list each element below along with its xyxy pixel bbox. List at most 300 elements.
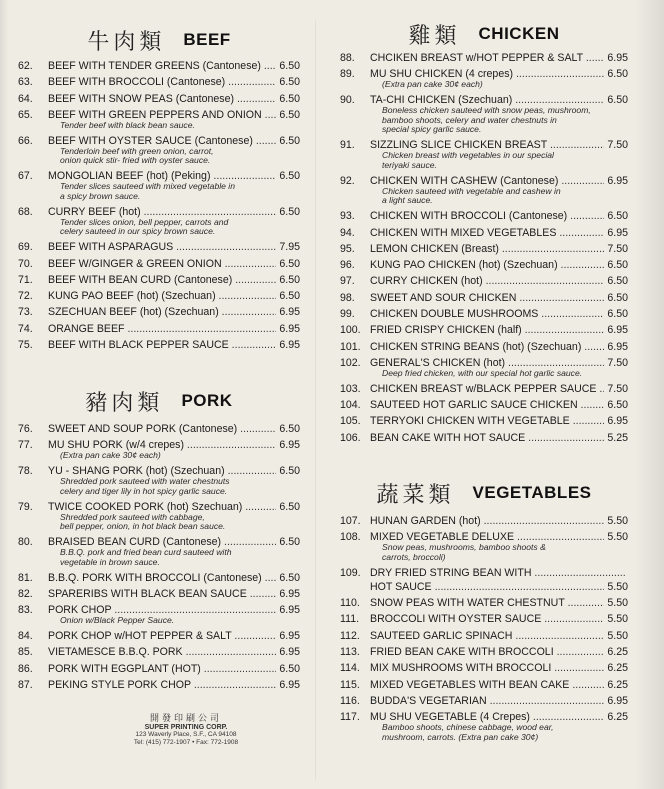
menu-item: [340, 341, 628, 353]
item-number: 99.: [340, 308, 355, 321]
item-number: 117.: [340, 711, 360, 724]
item-description: Shredded pork sauteed with water chestnuts celery and tiger lily in hot spicy garlic sauce.: [60, 476, 230, 496]
item-number: 95.: [340, 242, 355, 255]
menu-item-line: [340, 383, 628, 395]
item-name: SAUTEED GARLIC SPINACH .....: [370, 630, 604, 642]
chicken-title-cn: 雞類: [408, 23, 461, 49]
menu-item-line: [18, 76, 300, 88]
vegetables-list: [340, 515, 628, 742]
menu-item: [340, 432, 628, 444]
menu-item-line: [18, 241, 300, 253]
item-price: 7.50: [607, 242, 628, 255]
item-price: 6.50: [607, 308, 628, 321]
menu-item-line: [340, 210, 628, 222]
item-price: 6.50: [279, 500, 300, 513]
item-name: BROCCOLI WITH OYSTER SAUCE .....: [370, 613, 604, 625]
item-price: 5.50: [607, 515, 628, 527]
menu-item-line: [340, 175, 628, 187]
menu-item: [18, 339, 300, 351]
item-name: CHICKEN WITH BROCCOLI (Cantonese) .....: [370, 210, 604, 222]
item-number: 76.: [18, 423, 33, 435]
menu-item: [18, 93, 300, 105]
vegetables-header: [340, 475, 628, 511]
printer-credit: [126, 716, 246, 746]
item-name: MU SHU PORK (w/4 crepes) .....: [48, 439, 276, 451]
item-name: SNOW PEAS WITH WATER CHESTNUT .....: [370, 597, 604, 609]
menu-item-line: [340, 259, 628, 271]
item-name: PEKING STYLE PORK CHOP .....: [48, 679, 276, 691]
menu-item-line: [340, 52, 628, 64]
item-name: FRIED CRISPY CHICKEN (half) .....: [370, 324, 604, 336]
item-price: 6.50: [279, 273, 300, 286]
menu-item-line: [340, 695, 628, 707]
item-price: 6.50: [279, 571, 300, 584]
menu-item: [340, 94, 628, 135]
item-description: Tenderloin beef with green onion, carrot, onion quick stir- fried with oyster sauce.: [60, 145, 214, 166]
item-number: 83.: [18, 604, 33, 617]
item-price: 6.95: [279, 604, 300, 617]
menu-item-line: [340, 292, 628, 304]
item-name: MIXED VEGETABLES WITH BEAN CAKE .....: [370, 679, 604, 691]
menu-item: [18, 663, 300, 675]
item-name: ORANGE BEEF .....: [48, 323, 276, 335]
printer-name-en: SUPER PRINTING CORP.: [144, 723, 228, 731]
item-number: 75.: [18, 339, 33, 352]
item-number: 90.: [340, 94, 355, 107]
item-number: 88.: [340, 52, 355, 64]
item-name: BEEF WITH GREEN PEPPERS AND ONION .....: [48, 109, 276, 121]
item-description: Snow peas, mushrooms, bamboo shoots & carrots, broccoli): [382, 542, 546, 562]
item-price: 5.50: [607, 629, 628, 642]
menu-item: [18, 109, 300, 131]
menu-item: [340, 243, 628, 255]
item-name: HUNAN GARDEN (hot) .....: [370, 515, 604, 527]
menu-item-line: [18, 339, 300, 351]
menu-item: [18, 588, 300, 600]
item-price: 6.50: [279, 92, 300, 105]
menu-item: [340, 711, 628, 742]
item-number: 104.: [340, 399, 361, 412]
item-name: SWEET AND SOUR CHICKEN .....: [370, 292, 604, 304]
chicken-header: [340, 16, 628, 52]
item-description: (Extra pan cake 30¢ each): [382, 79, 483, 90]
item-number: 113.: [340, 645, 360, 658]
item-number: 77.: [18, 439, 33, 452]
pork-title-cn: 豬肉類: [85, 390, 164, 416]
item-number: 98.: [340, 291, 355, 304]
item-price: 6.25: [607, 662, 628, 675]
menu-item-line: [340, 432, 628, 444]
pork-list: [18, 423, 300, 691]
item-name: FRIED BEAN CAKE WITH BROCCOLI .....: [370, 646, 604, 658]
item-price: 5.50: [607, 597, 628, 610]
item-price: 6.50: [607, 94, 628, 107]
item-name: BRAISED BEAN CURD (Cantonese) .....: [48, 536, 276, 548]
item-number: 115.: [340, 678, 360, 691]
item-description: (Extra pan cake 30¢ each): [60, 450, 161, 461]
item-description: B.B.Q. pork and fried bean curd sauteed with vegetable in brown sauce.: [60, 547, 232, 567]
item-name: BEEF WITH TENDER GREENS (Cantonese) .....: [48, 60, 276, 72]
printer-phone: Tel: (415) 772-1907 • Fax: 772-1908: [133, 738, 239, 746]
item-name: B.B.Q. PORK WITH BROCCOLI (Cantonese) .....: [48, 572, 276, 584]
menu-item: [340, 308, 628, 320]
item-price: 6.50: [279, 465, 300, 478]
item-name: PORK CHOP w/HOT PEPPER & SALT .....: [48, 630, 276, 642]
item-price: 6.95: [607, 415, 628, 428]
item-description: Boneless chicken sauteed with snow peas, mushroom, bamboo shoots, celery and water chestnuts in special spicy garlic sauce.: [382, 105, 591, 135]
menu-item-line: [340, 567, 628, 579]
menu-item-line: [340, 243, 628, 255]
item-name: MIX MUSHROOMS WITH BROCCOLI .....: [370, 662, 604, 674]
menu-item-line: [18, 274, 300, 286]
menu-item: [340, 581, 628, 593]
menu-item-line: [340, 415, 628, 427]
item-number: 80.: [18, 536, 33, 549]
menu-item: [340, 515, 628, 527]
item-name: CHICKEN BREAST w/BLACK PEPPER SAUCE .....: [370, 383, 604, 395]
item-description: Shredded pork sauteed with cabbage, bell pepper, onion, in hot black bean sauce.: [60, 511, 226, 532]
item-price: 6.50: [279, 108, 300, 121]
menu-item: [18, 679, 300, 691]
item-price: 6.50: [279, 257, 300, 270]
item-price: 6.95: [279, 439, 300, 452]
menu-item: [18, 206, 300, 237]
menu-item: [18, 423, 300, 435]
item-number: 84.: [18, 630, 33, 643]
item-price: 6.50: [279, 60, 300, 72]
item-name: BUDDA'S VEGETARIAN .....: [370, 695, 604, 707]
item-number: 82.: [18, 587, 33, 600]
menu-item: [340, 292, 628, 304]
beef-header: [18, 22, 300, 58]
menu-item: [18, 439, 300, 461]
item-number: 108.: [340, 531, 361, 544]
vegetables-section: [340, 475, 628, 747]
item-number: 102.: [340, 356, 361, 369]
menu-item: [18, 135, 300, 166]
pork-section: [18, 383, 300, 695]
menu-item-line: [340, 613, 628, 625]
menu-item: [340, 227, 628, 239]
item-number: 116.: [340, 694, 360, 707]
item-name: BEEF W/GINGER & GREEN ONION .....: [48, 258, 276, 270]
item-description: Chicken sauteed with vegetable and cashew in a light sauce.: [382, 185, 561, 206]
menu-item-line: [18, 93, 300, 105]
item-name: LEMON CHICKEN (Breast) .....: [370, 243, 604, 255]
item-name: BEEF WITH SNOW PEAS (Cantonese) .....: [48, 93, 276, 105]
menu-item: [18, 572, 300, 584]
menu-item: [340, 630, 628, 642]
item-name: DRY FRIED STRING BEAN WITH .....: [370, 567, 625, 579]
column-divider: [315, 20, 316, 780]
item-name: SPARERIBS WITH BLACK BEAN SAUCE .....: [48, 588, 276, 600]
menu-item-line: [18, 663, 300, 675]
item-number: 114.: [340, 662, 360, 675]
page-edge-shadow-left: [0, 0, 8, 789]
item-number: 78.: [18, 465, 33, 478]
item-price: 6.50: [279, 423, 300, 435]
item-price: 5.50: [607, 531, 628, 544]
menu-item: [18, 241, 300, 253]
item-price: 7.95: [279, 241, 300, 254]
item-price: 6.50: [607, 275, 628, 288]
menu-item-line: [18, 572, 300, 584]
item-price: 6.50: [607, 259, 628, 272]
item-number: 105.: [340, 415, 361, 428]
item-name: TA-CHI CHICKEN (Szechuan) .....: [370, 94, 604, 106]
menu-item: [340, 662, 628, 674]
menu-item-line: [18, 258, 300, 270]
item-price: 6.25: [607, 711, 628, 724]
item-name: SZECHUAN BEEF (hot) (Szechuan) .....: [48, 306, 276, 318]
item-number: 81.: [18, 571, 33, 584]
menu-item-line: [340, 399, 628, 411]
menu-item-line: [18, 306, 300, 318]
menu-item-line: [340, 646, 628, 658]
menu-item: [340, 175, 628, 206]
item-price: 6.95: [279, 306, 300, 319]
item-price: 6.25: [607, 678, 628, 691]
item-name: YU - SHANG PORK (hot) (Szechuan) .....: [48, 465, 276, 477]
menu-item-line: [340, 581, 628, 593]
item-number: 94.: [340, 226, 355, 239]
menu-item-line: [340, 515, 628, 527]
menu-item: [18, 60, 300, 72]
item-name: BEEF WITH OYSTER SAUCE (Cantonese) .....: [48, 135, 276, 147]
menu-item-line: [18, 323, 300, 335]
item-price: 6.95: [279, 679, 300, 692]
menu-item-line: [18, 423, 300, 435]
item-number: 68.: [18, 205, 33, 218]
item-price: 6.50: [279, 536, 300, 549]
item-description: Onion w/Black Pepper Sauce.: [60, 615, 175, 626]
item-price: 6.95: [279, 587, 300, 600]
menu-item-line: [18, 501, 300, 513]
printer-name-cn: 開發印刷公司: [149, 714, 222, 724]
item-price: 6.95: [279, 630, 300, 643]
item-name: GENERAL'S CHICKEN (hot) .....: [370, 357, 604, 369]
item-number: 65.: [18, 108, 33, 121]
item-name: MU SHU CHICKEN (4 crepes) .....: [370, 68, 604, 80]
item-price: 6.50: [279, 76, 300, 89]
item-name: MU SHU VEGETABLE (4 Crepes) .....: [370, 711, 604, 723]
item-name: SAUTEED HOT GARLIC SAUCE CHICKEN .....: [370, 399, 604, 411]
item-name: TERRYOKI CHICKEN WITH VEGETABLE .....: [370, 415, 604, 427]
menu-item-line: [18, 630, 300, 642]
menu-item-line: [18, 60, 300, 72]
item-price: 6.50: [279, 290, 300, 303]
item-number: 106.: [340, 431, 361, 444]
item-name: KUNG PAO CHICKEN (hot) (Szechuan) .....: [370, 259, 604, 271]
menu-item: [340, 52, 628, 64]
menu-item-line: [340, 324, 628, 336]
chicken-title-en: CHICKEN: [478, 24, 560, 43]
item-price: 5.50: [607, 580, 628, 593]
item-number: 72.: [18, 290, 33, 303]
item-name: CHICKEN STRING BEANS (hot) (Szechuan) .....: [370, 341, 604, 353]
item-number: 86.: [18, 662, 33, 675]
item-name: SWEET AND SOUP PORK (Cantonese) .....: [48, 423, 276, 435]
item-name: VIETAMESCE B.B.Q. PORK .....: [48, 646, 276, 658]
menu-item: [18, 290, 300, 302]
item-name: PORK CHOP .....: [48, 604, 276, 616]
item-number: 71.: [18, 273, 33, 286]
item-name: BEEF WITH BROCCOLI (Cantonese) .....: [48, 76, 276, 88]
item-description: Tender slices onion, bell pepper, carrots and celery sauteed in our spicy brown sauce.: [60, 216, 229, 237]
item-number: 101.: [340, 340, 361, 353]
menu-item: [18, 170, 300, 201]
item-price: 6.50: [279, 170, 300, 183]
item-name: CHCIKEN BREAST w/HOT PEPPER & SALT .....: [370, 52, 604, 64]
menu-item: [18, 536, 300, 567]
item-number: 66.: [18, 134, 33, 147]
beef-title-en: BEEF: [183, 30, 231, 49]
item-price: 6.95: [607, 324, 628, 337]
item-price: 7.50: [607, 139, 628, 152]
beef-section: [18, 22, 300, 355]
item-price: 6.50: [607, 399, 628, 412]
menu-item: [18, 604, 300, 626]
item-name: BEEF WITH BEAN CURD (Cantonese) .....: [48, 274, 276, 286]
item-number: 64.: [18, 92, 33, 105]
item-price: 6.95: [607, 174, 628, 187]
item-name: TWICE COOKED PORK (hot) Szechuan) .....: [48, 501, 276, 513]
item-name: BEEF WITH ASPARAGUS .....: [48, 241, 276, 253]
menu-item: [340, 415, 628, 427]
item-number: 96.: [340, 259, 355, 272]
page-edge-shadow-right: [634, 0, 664, 789]
item-name: CHICKEN WITH MIXED VEGETABLES .....: [370, 227, 604, 239]
item-number: 89.: [340, 68, 355, 81]
menu-item: [18, 258, 300, 270]
item-description: Chicken breast with vegetables in our special teriyaki sauce.: [382, 150, 554, 170]
menu-item: [18, 323, 300, 335]
item-description: Tender slices sauteed with mixed vegetable in a spicy brown sauce.: [60, 181, 236, 201]
item-name: CURRY BEEF (hot) .....: [48, 206, 276, 218]
menu-item-line: [340, 597, 628, 609]
menu-item-line: [18, 135, 300, 147]
menu-item: [340, 275, 628, 287]
item-name: SIZZLING SLICE CHICKEN BREAST .....: [370, 139, 604, 151]
item-price: 6.95: [279, 322, 300, 335]
item-price: 6.95: [607, 340, 628, 353]
item-name: PORK WITH EGGPLANT (HOT) .....: [48, 663, 276, 675]
item-price: 5.50: [607, 613, 628, 626]
item-price: 6.50: [607, 68, 628, 81]
menu-item: [340, 68, 628, 90]
menu-item: [340, 259, 628, 271]
menu-item: [340, 597, 628, 609]
menu-item-line: [340, 227, 628, 239]
item-name: CURRY CHICKEN (hot) .....: [370, 275, 604, 287]
item-description: Deep fried chicken, with our special hot garlic sauce.: [382, 367, 583, 378]
vegetables-title-cn: 蔬菜類: [376, 482, 455, 508]
menu-item: [340, 324, 628, 336]
item-price: 6.50: [607, 210, 628, 223]
menu-item: [340, 679, 628, 691]
menu-item-line: [18, 206, 300, 218]
item-number: 74.: [18, 322, 33, 335]
menu-item-line: [18, 646, 300, 658]
menu-item-line: [340, 275, 628, 287]
item-name: MIXED VEGETABLE DELUXE .....: [370, 531, 604, 543]
item-number: 73.: [18, 306, 33, 319]
item-number: 100.: [340, 324, 361, 337]
item-number: 110.: [340, 597, 360, 610]
item-name: CHICKEN DOUBLE MUSHROOMS .....: [370, 308, 604, 320]
item-price: 7.50: [607, 356, 628, 369]
item-price: 6.50: [279, 662, 300, 675]
item-number: 107.: [340, 515, 361, 527]
chicken-section: [340, 16, 628, 448]
item-price: 7.50: [607, 382, 628, 395]
item-name: BEAN CAKE WITH HOT SAUCE .....: [370, 432, 604, 444]
item-description: Bamboo shoots, chinese cabbage, wood ear, mushroom, carrots. (Extra pan cake 30¢): [382, 722, 554, 742]
item-price: 6.95: [607, 226, 628, 239]
menu-item: [340, 531, 628, 562]
menu-item: [18, 76, 300, 88]
menu-item: [340, 646, 628, 658]
item-price: 6.50: [607, 291, 628, 304]
menu-item: [18, 646, 300, 658]
pork-title-en: PORK: [181, 391, 233, 410]
beef-list: [18, 60, 300, 351]
item-price: 6.50: [279, 134, 300, 147]
menu-item: [340, 695, 628, 707]
item-price: 6.95: [607, 694, 628, 707]
chicken-list: [340, 52, 628, 444]
item-number: 93.: [340, 210, 355, 223]
item-number: 91.: [340, 139, 355, 152]
item-number: 92.: [340, 174, 355, 187]
item-name: BEEF WITH BLACK PEPPER SAUCE .....: [48, 339, 276, 351]
menu-item: [18, 465, 300, 496]
menu-item: [340, 567, 628, 579]
item-number: 69.: [18, 241, 33, 254]
item-number: 67.: [18, 170, 33, 183]
item-number: 63.: [18, 76, 33, 89]
menu-item-line: [340, 662, 628, 674]
menu-item: [340, 139, 628, 170]
item-price: 6.95: [279, 646, 300, 659]
item-price: 6.25: [607, 645, 628, 658]
menu-item-line: [18, 588, 300, 600]
printer-address: 123 Waverly Place, S.F., CA 94108: [135, 731, 237, 738]
menu-item: [18, 630, 300, 642]
item-price: 6.95: [279, 339, 300, 352]
item-number: 112.: [340, 629, 360, 642]
item-price: 6.50: [279, 205, 300, 218]
item-number: 87.: [18, 679, 33, 692]
item-number: 111.: [340, 613, 360, 626]
item-description: Tender beef with black bean sauce.: [60, 119, 195, 130]
menu-item: [340, 383, 628, 395]
pork-header: [18, 383, 300, 419]
item-number: 85.: [18, 646, 33, 659]
item-number: 103.: [340, 382, 361, 395]
menu-item: [340, 613, 628, 625]
beef-title-cn: 牛肉類: [87, 29, 166, 55]
menu-item: [18, 501, 300, 532]
menu-item-line: [340, 341, 628, 353]
item-number: 62.: [18, 60, 33, 72]
menu-item: [340, 399, 628, 411]
menu-item: [340, 357, 628, 379]
item-price: 6.95: [607, 52, 628, 64]
item-price: 5.25: [607, 431, 628, 444]
menu-item-line: [18, 290, 300, 302]
item-number: 79.: [18, 500, 33, 513]
